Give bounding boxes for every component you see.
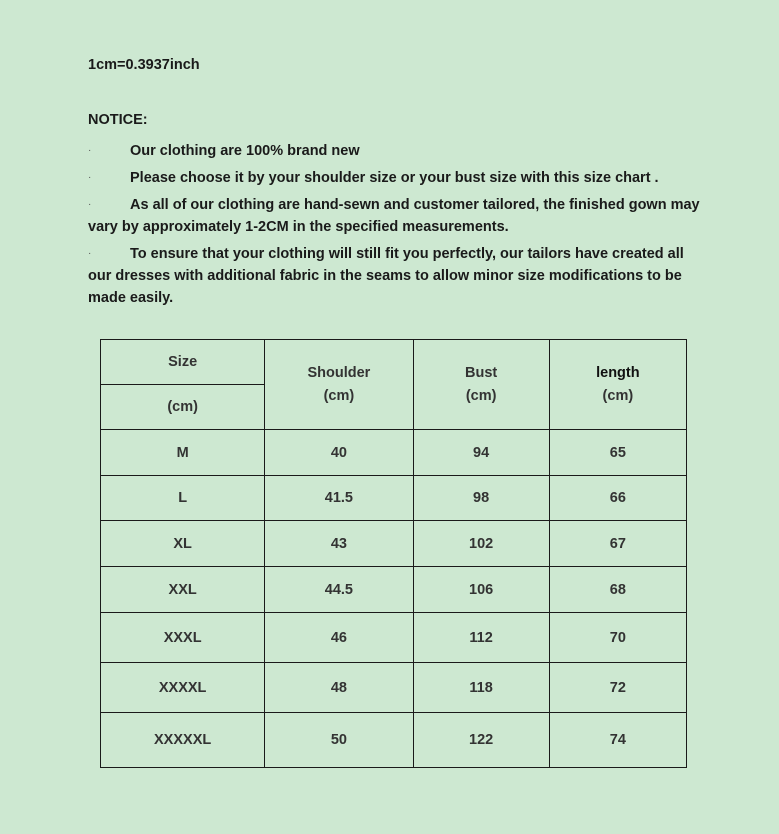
bullet-dot: · xyxy=(88,199,92,210)
cell-length: 68 xyxy=(549,567,686,613)
cell-bust: 106 xyxy=(413,567,549,613)
cell-length: 72 xyxy=(549,663,686,713)
cell-bust: 98 xyxy=(413,476,549,521)
cell-size: L xyxy=(101,476,265,521)
cell-length: 65 xyxy=(549,430,686,476)
cell-length: 74 xyxy=(549,713,686,768)
header-bust xyxy=(413,340,549,430)
cell-shoulder: 44.5 xyxy=(265,567,413,613)
cell-size: M xyxy=(101,430,265,476)
table-row xyxy=(101,430,687,476)
bullet-dot: · xyxy=(88,248,92,259)
cell-size: XXXL xyxy=(101,613,265,663)
cell-length: 66 xyxy=(549,476,686,521)
cell-size: XL xyxy=(101,521,265,567)
unit-conversion-note: 1cm=0.3937inch xyxy=(88,57,200,73)
size-chart-table xyxy=(100,339,687,768)
notice-title: NOTICE: xyxy=(88,112,148,128)
cell-bust: 102 xyxy=(413,521,549,567)
notice-item-text: To ensure that your clothing will still fit you perfectly, our tailors have created all our dresses with additional fabric in the seams to allow minor size modifications to be made easily. xyxy=(88,246,684,306)
notice-item xyxy=(88,243,700,309)
header-size: Size xyxy=(101,340,265,385)
table-row xyxy=(101,567,687,613)
cell-bust: 94 xyxy=(413,430,549,476)
notice-item-text: Please choose it by your shoulder size or your bust size with this size chart . xyxy=(130,170,659,186)
bullet-dot: · xyxy=(88,172,92,183)
bullet-dot: · xyxy=(88,145,92,156)
cell-shoulder: 50 xyxy=(265,713,413,768)
header-length-unit: (cm) xyxy=(602,387,634,404)
header-length-label: length xyxy=(596,364,640,381)
notice-list xyxy=(88,140,700,314)
header-bust-label: Bust xyxy=(465,364,498,381)
cell-length: 70 xyxy=(549,613,686,663)
table-row xyxy=(101,713,687,768)
table-row xyxy=(101,521,687,567)
cell-bust: 118 xyxy=(413,663,549,713)
cell-bust: 122 xyxy=(413,713,549,768)
table-row xyxy=(101,613,687,663)
table-header-row xyxy=(101,340,687,385)
header-shoulder xyxy=(265,340,413,430)
header-shoulder-label: Shoulder xyxy=(307,364,371,381)
table-row xyxy=(101,476,687,521)
cell-shoulder: 43 xyxy=(265,521,413,567)
table-row xyxy=(101,663,687,713)
header-size-unit: (cm) xyxy=(101,385,265,430)
cell-size: XXXXL xyxy=(101,663,265,713)
notice-item xyxy=(88,167,700,189)
cell-size: XXL xyxy=(101,567,265,613)
notice-item-text: As all of our clothing are hand-sewn and customer tailored, the finished gown may vary by approximately 1-2CM in the specified measurements. xyxy=(88,197,700,235)
cell-size: XXXXXL xyxy=(101,713,265,768)
cell-shoulder: 41.5 xyxy=(265,476,413,521)
notice-item xyxy=(88,140,700,162)
cell-shoulder: 40 xyxy=(265,430,413,476)
cell-length: 67 xyxy=(549,521,686,567)
cell-shoulder: 48 xyxy=(265,663,413,713)
header-length xyxy=(549,340,686,430)
notice-item-text: Our clothing are 100% brand new xyxy=(130,143,360,159)
cell-bust: 112 xyxy=(413,613,549,663)
cell-shoulder: 46 xyxy=(265,613,413,663)
header-shoulder-unit: (cm) xyxy=(323,387,355,404)
header-bust-unit: (cm) xyxy=(465,387,497,404)
notice-item xyxy=(88,194,700,238)
